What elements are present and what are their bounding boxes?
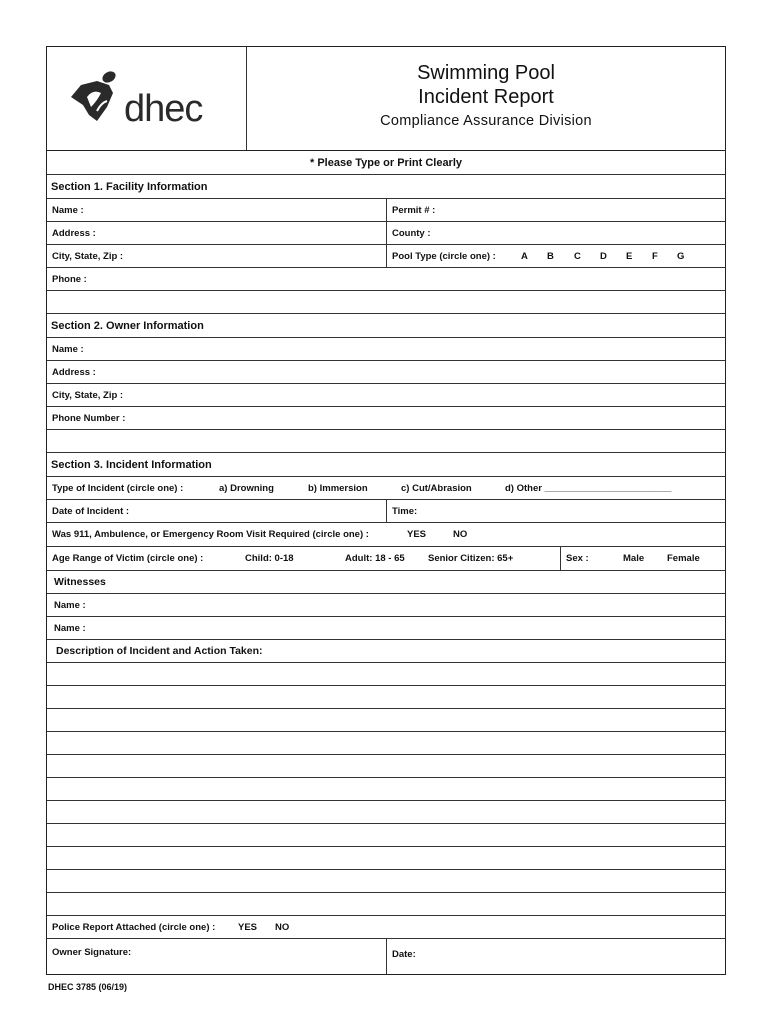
- owner-phone-field[interactable]: [47, 407, 125, 429]
- county-field[interactable]: [387, 222, 725, 244]
- incident-type-row: [47, 477, 725, 500]
- facility-address-field[interactable]: [47, 222, 387, 244]
- facility-name-field[interactable]: [47, 199, 387, 221]
- pool-option-e[interactable]: E: [626, 250, 633, 262]
- section3-heading: Section 3. Incident Information: [51, 458, 212, 471]
- police-no-option[interactable]: NO: [275, 921, 290, 933]
- facility-name-row: [47, 199, 725, 222]
- witnesses-heading: Witnesses: [54, 576, 106, 588]
- sex-option-male[interactable]: Male: [623, 553, 645, 564]
- description-line[interactable]: [47, 663, 725, 686]
- incident-option-drowning[interactable]: a) Drowning: [219, 482, 274, 494]
- form-title-line2: Incident Report: [418, 86, 554, 108]
- description-line[interactable]: [47, 686, 725, 709]
- incident-time-field[interactable]: [387, 500, 725, 522]
- incident-option-immersion[interactable]: b) Immersion: [308, 482, 368, 494]
- form-subtitle: Compliance Assurance Division: [380, 113, 592, 129]
- description-line[interactable]: [47, 778, 725, 801]
- owner-city-label: City, State, Zip :: [52, 389, 124, 401]
- facility-phone-field[interactable]: [47, 268, 87, 290]
- form-number: DHEC 3785 (06/19): [48, 982, 128, 992]
- signature-row: [47, 939, 725, 974]
- victim-sex-label: Sex :: [566, 553, 589, 564]
- police-report-label: Police Report Attached (circle one) :: [52, 921, 216, 933]
- facility-city-label: City, State, Zip :: [52, 250, 124, 262]
- signature-date-field[interactable]: [387, 939, 725, 974]
- owner-city-field[interactable]: [47, 384, 123, 406]
- emergency-visit-label: Was 911, Ambulence, or Emergency Room Visit Required (circle one) :: [52, 529, 369, 540]
- sex-option-female[interactable]: Female: [667, 553, 700, 564]
- incident-time-label: Time:: [392, 505, 418, 517]
- owner-phone-row[interactable]: [47, 407, 725, 430]
- blank-row-2: [47, 430, 725, 453]
- pool-option-c[interactable]: C: [574, 250, 581, 262]
- facility-address-label: Address :: [52, 227, 96, 239]
- pool-type-label: Pool Type (circle one) :: [392, 250, 496, 262]
- incident-type-label: Type of Incident (circle one) :: [52, 482, 184, 494]
- description-line[interactable]: [47, 893, 725, 916]
- police-report-row: [47, 916, 725, 939]
- pool-option-a[interactable]: A: [521, 250, 528, 262]
- owner-signature-field[interactable]: [47, 939, 387, 974]
- pool-option-d[interactable]: D: [600, 250, 607, 262]
- logo-text: dhec: [124, 88, 203, 130]
- section1-heading-row: [47, 175, 725, 199]
- description-line[interactable]: [47, 870, 725, 893]
- facility-address-row: [47, 222, 725, 245]
- description-line[interactable]: [47, 801, 725, 824]
- facility-phone-row[interactable]: [47, 268, 725, 291]
- section1-heading: Section 1. Facility Information: [51, 180, 208, 193]
- victim-age-field[interactable]: [47, 547, 561, 570]
- incident-date-field[interactable]: [47, 500, 387, 522]
- description-heading: Description of Incident and Action Taken:: [56, 645, 263, 657]
- pool-type-field[interactable]: [387, 245, 725, 267]
- description-line[interactable]: [47, 755, 725, 778]
- emergency-visit-row: [47, 523, 725, 547]
- incident-type-field[interactable]: [47, 477, 725, 499]
- section3-heading-row: [47, 453, 725, 477]
- pool-option-f[interactable]: F: [652, 250, 658, 262]
- incident-date-label: Date of Incident :: [52, 505, 130, 517]
- instruction-row: [47, 151, 725, 175]
- facility-name-label: Name :: [52, 204, 84, 216]
- owner-city-row[interactable]: [47, 384, 725, 407]
- emergency-yes-option[interactable]: YES: [407, 529, 427, 540]
- incident-date-row: [47, 500, 725, 523]
- owner-phone-label: Phone Number :: [52, 412, 126, 424]
- police-yes-option[interactable]: YES: [238, 921, 258, 933]
- victim-sex-field[interactable]: [561, 547, 725, 570]
- witnesses-heading-row: [47, 571, 725, 594]
- owner-address-label: Address :: [52, 366, 96, 378]
- age-option-senior[interactable]: Senior Citizen: 65+: [428, 553, 514, 564]
- form-title-block: [247, 47, 725, 150]
- witness-1-field[interactable]: [47, 594, 86, 616]
- permit-label: Permit # :: [392, 204, 436, 216]
- description-line[interactable]: [47, 732, 725, 755]
- section2-heading-row: [47, 314, 725, 338]
- owner-name-row[interactable]: [47, 338, 725, 361]
- emergency-no-option[interactable]: NO: [453, 529, 468, 540]
- facility-city-field[interactable]: [47, 245, 387, 267]
- incident-form: [46, 46, 726, 975]
- form-title-line1: Swimming Pool: [417, 62, 555, 84]
- pool-option-b[interactable]: B: [547, 250, 554, 262]
- witness-2-field[interactable]: [47, 617, 86, 639]
- signature-date-label: Date:: [392, 949, 416, 960]
- witness-2-row[interactable]: [47, 617, 725, 640]
- instruction-text: * Please Type or Print Clearly: [309, 156, 463, 169]
- age-option-child[interactable]: Child: 0-18: [245, 553, 294, 564]
- description-line[interactable]: [47, 824, 725, 847]
- facility-city-row: [47, 245, 725, 268]
- pool-option-g[interactable]: G: [677, 250, 685, 262]
- facility-phone-label: Phone :: [52, 273, 87, 285]
- incident-option-cut[interactable]: c) Cut/Abrasion: [401, 482, 472, 494]
- victim-age-row: [47, 547, 725, 571]
- blank-row-1: [47, 291, 725, 314]
- age-option-adult[interactable]: Adult: 18 - 65: [345, 553, 405, 564]
- description-line[interactable]: [47, 709, 725, 732]
- description-heading-row: [47, 640, 725, 663]
- owner-address-field[interactable]: [47, 361, 96, 383]
- victim-age-label: Age Range of Victim (circle one) :: [52, 553, 204, 564]
- incident-option-other[interactable]: d) Other ________________________: [505, 482, 672, 494]
- permit-field[interactable]: [387, 199, 725, 221]
- owner-name-label: Name :: [52, 343, 84, 355]
- section2-heading: Section 2. Owner Information: [51, 319, 204, 332]
- county-label: County :: [392, 227, 431, 239]
- witness-2-label: Name :: [54, 622, 86, 634]
- emergency-visit-field[interactable]: [47, 523, 725, 546]
- witness-1-label: Name :: [54, 599, 86, 611]
- description-line[interactable]: [47, 847, 725, 870]
- owner-address-row[interactable]: [47, 361, 725, 384]
- owner-signature-label: Owner Signature:: [52, 947, 132, 958]
- witness-1-row[interactable]: [47, 594, 725, 617]
- police-report-field[interactable]: [47, 916, 725, 938]
- owner-name-field[interactable]: [47, 338, 84, 360]
